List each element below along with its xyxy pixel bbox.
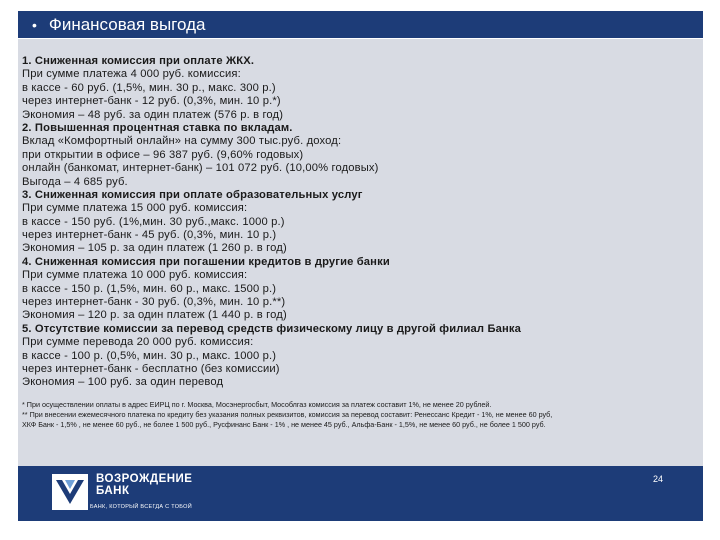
content-panel <box>18 39 703 466</box>
section-heading: 5. Отсутствие комиссии за перевод средств физическому лицу в другой филиал Банка <box>22 322 522 335</box>
content-line: через интернет-банк - 12 руб. (0,3%, мин. 10 р.*) <box>22 95 281 108</box>
section-heading: 3. Сниженная комиссия при оплате образовательных услуг <box>22 188 363 201</box>
bank-logo-text <box>96 473 192 497</box>
content-line: Экономия – 120 р. за один платеж (1 440 р. в год) <box>22 309 287 322</box>
content-line: через интернет-банк - бесплатно (без комиссии) <box>22 362 280 375</box>
title-bullet: • <box>32 16 37 33</box>
page-number: 24 <box>652 474 663 484</box>
content-line: в кассе - 60 руб. (1,5%, мин. 30 р., макс. 300 р.) <box>22 81 276 94</box>
content-line: в кассе - 100 р. (0,5%, мин. 30 р., макс. 1000 р.) <box>22 349 277 362</box>
section-heading: 2. Повышенная процентная ставка по вкладам. <box>22 121 293 134</box>
content-line: через интернет-банк - 30 руб. (0,3%, мин. 10 р.**) <box>22 296 286 309</box>
content-line: в кассе - 150 р. (1,5%, мин. 60 р., макс. 1500 р.) <box>22 282 277 295</box>
benefits-list <box>22 55 697 390</box>
content-line: При сумме платежа 15 000 руб. комиссия: <box>22 202 248 215</box>
content-line: При сумме платежа 4 000 руб. комиссия: <box>22 68 241 81</box>
footnote: * При осуществлении оплаты в адрес ЕИРЦ по г. Москва, Мосэнергосбыт, Мособлгаз комиссия за платеж составит 1%, не менее 20 рублей. <box>22 399 492 409</box>
bank-tagline: БАНК, КОТОРЫЙ ВСЕГДА С ТОБОЙ <box>90 504 192 510</box>
section-heading: 4. Сниженная комиссия при погашении кредитов в другие банки <box>22 255 390 268</box>
footnotes <box>22 400 697 430</box>
content-line: через интернет-банк - 45 руб. (0,3%, мин. 10 р.) <box>22 229 277 242</box>
section-heading: 1. Сниженная комиссия при оплате ЖКХ. <box>22 55 255 67</box>
content-line: Экономия – 48 руб. за один платеж (576 р. в год) <box>22 108 284 121</box>
footnote: ХКФ Банк - 1,5% , не менее 60 руб., не более 1 500 руб., Русфинанс Банк - 1% , не менее 45 руб., Альфа-Банк - 1,5%, не менее 60 руб., не более 1 500 руб. <box>22 419 546 429</box>
bank-name-line2: БАНК <box>96 485 130 497</box>
content-line: При сумме платежа 10 000 руб. комиссия: <box>22 269 248 282</box>
slide-title: Финансовая выгода <box>48 14 206 34</box>
content-line: Выгода – 4 685 руб. <box>22 175 128 188</box>
content-line: При сумме перевода 20 000 руб. комиссия: <box>22 336 254 349</box>
content-line: Экономия – 100 руб. за один перевод <box>22 376 224 389</box>
footnote: ** При внесении ежемесячного платежа по кредиту без указания полных реквизитов, комиссия за перевод составит: Ренессанс Кредит - 1%, не менее 60 руб, <box>22 409 553 419</box>
content-line: Экономия – 105 р. за один платеж (1 260 р. в год) <box>22 242 287 255</box>
content-line: Вклад «Комфортный онлайн» на сумму 300 тыс.руб. доход: <box>22 135 342 148</box>
content-line: в кассе - 150 руб. (1%,мин. 30 руб.,макс. 1000 р.) <box>22 215 285 228</box>
footer-bar <box>18 466 703 521</box>
bank-name-line1: ВОЗРОЖДЕНИЕ <box>96 473 193 485</box>
slide-title-bar <box>18 11 703 38</box>
content-line: при открытии в офисе – 96 387 руб. (9,60% годовых) <box>22 148 304 161</box>
vozrozhdenie-logo-icon <box>52 474 88 510</box>
content-line: онлайн (банкомат, интернет-банк) – 101 072 руб. (10,00% годовых) <box>22 162 379 175</box>
